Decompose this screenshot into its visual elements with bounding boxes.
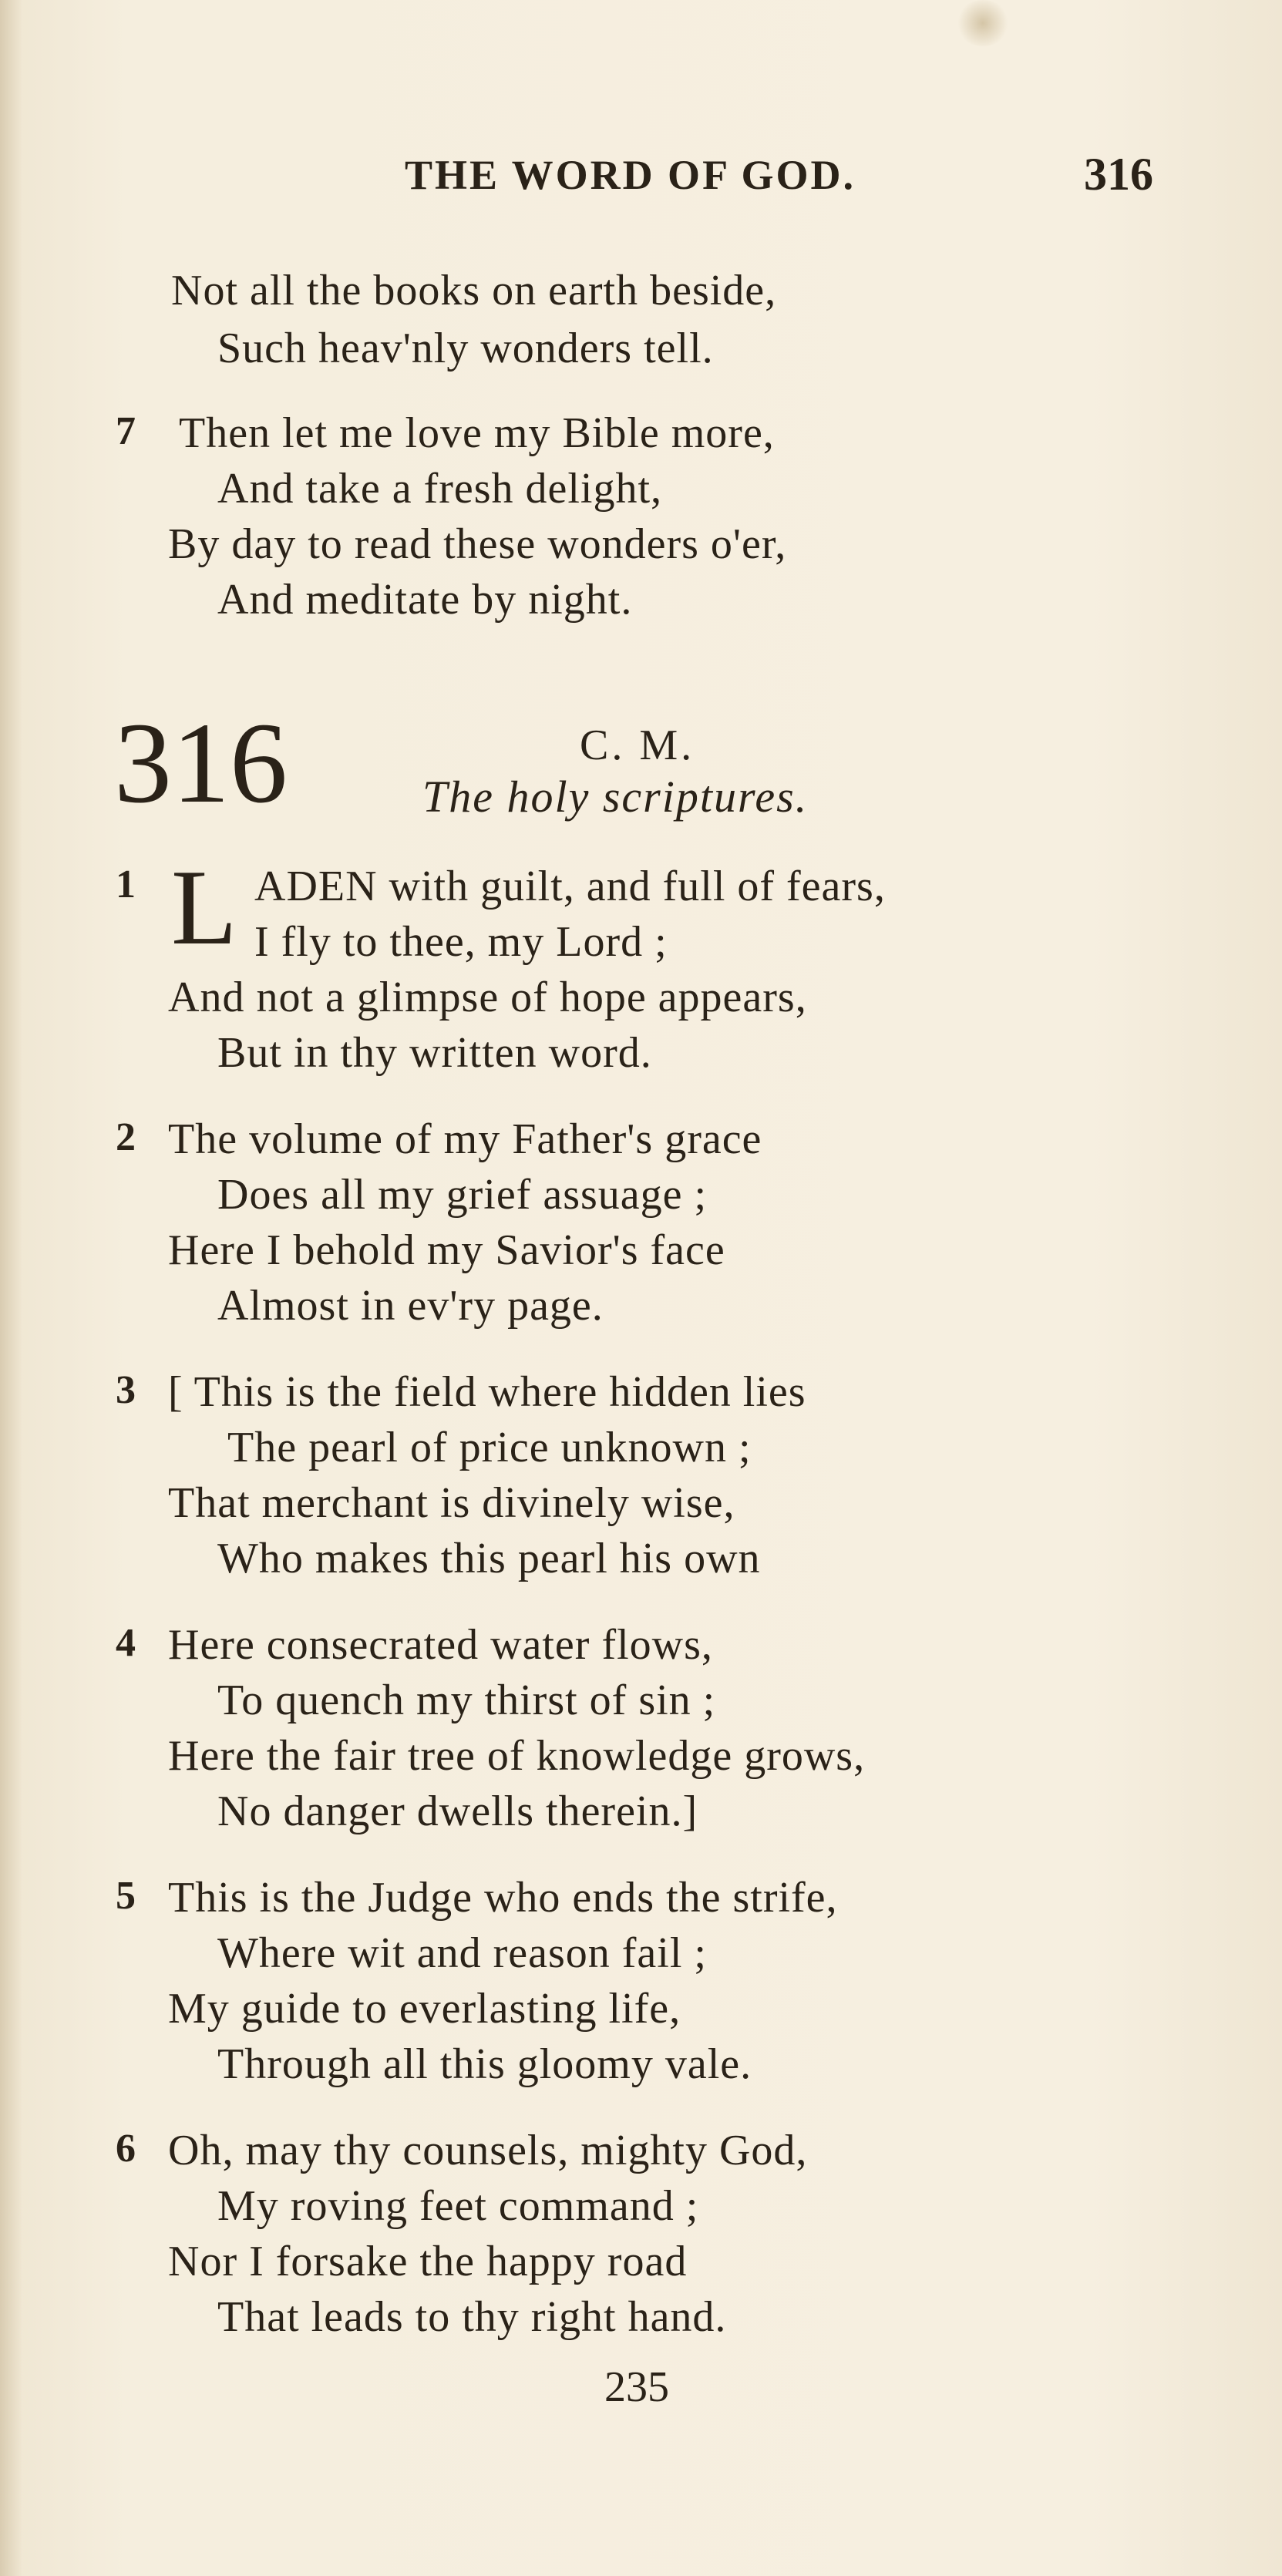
verse-line: This is the Judge who ends the strife, (168, 1874, 838, 1922)
drop-cap: L (171, 848, 237, 967)
hymn-meter: C. M. (580, 721, 695, 769)
verse-line: The pearl of price unknown ; (227, 1424, 752, 1471)
verse-line: That leads to thy right hand. (217, 2293, 727, 2341)
stanza-number: 1 (116, 863, 136, 906)
verse-line: ADEN with guilt, and full of fears, (254, 863, 886, 910)
verse-line: Who makes this pearl his own (217, 1535, 761, 1582)
stanza-number: 5 (116, 1874, 136, 1918)
verse-line: Does all my grief assuage ; (217, 1171, 708, 1219)
hymn-title: The holy scriptures. (422, 772, 809, 822)
verse-line: My roving feet command ; (217, 2182, 699, 2230)
verse-line: My guide to everlasting life, (168, 1985, 681, 2033)
verse-line: By day to read these wonders o'er, (168, 520, 787, 568)
verse-line: Such heav'nly wonders tell. (217, 325, 714, 372)
verse-line: Here I behold my Savior's face (168, 1226, 725, 1274)
stanza-number: 7 (116, 409, 136, 453)
running-head (0, 151, 1282, 205)
verse-line: [ This is the field where hidden lies (168, 1368, 806, 1416)
verse-line: To quench my thirst of sin ; (217, 1676, 716, 1724)
verse-line: And not a glimpse of hope appears, (168, 974, 807, 1021)
verse-line: And take a fresh delight, (217, 465, 663, 513)
verse-line: That merchant is divinely wise, (168, 1479, 735, 1527)
running-title: THE WORD OF GOD. (405, 152, 856, 198)
verse-line: The volume of my Father's grace (168, 1115, 762, 1163)
stanza-number: 3 (116, 1368, 136, 1412)
verse-line: But in thy written word. (217, 1029, 652, 1077)
running-page-ref: 316 (1084, 149, 1153, 200)
verse-line: And meditate by night. (217, 576, 633, 624)
verse-line: Oh, may thy counsels, mighty God, (168, 2127, 808, 2174)
page-number: 235 (604, 2363, 669, 2411)
verse-line: Almost in ev'ry page. (217, 1282, 604, 1330)
page-gutter (0, 0, 22, 2576)
hymn-number: 316 (114, 699, 288, 827)
verse-line: No danger dwells therein.] (217, 1787, 698, 1835)
verse-line: I fly to thee, my Lord ; (254, 918, 668, 966)
verse-line: Here consecrated water flows, (168, 1621, 713, 1669)
stanza-number: 4 (116, 1621, 136, 1665)
verse-line: Nor I forsake the happy road (168, 2238, 688, 2285)
verse-line: Then let me love my Bible more, (179, 409, 775, 457)
stanza-number: 6 (116, 2127, 136, 2171)
verse-line: Where wit and reason fail ; (217, 1929, 707, 1977)
stanza-number: 2 (116, 1115, 136, 1159)
page-stain (956, 0, 1010, 46)
verse-line: Here the fair tree of knowledge grows, (168, 1732, 866, 1780)
verse-line: Not all the books on earth beside, (171, 267, 777, 314)
verse-line: Through all this gloomy vale. (217, 2040, 752, 2088)
